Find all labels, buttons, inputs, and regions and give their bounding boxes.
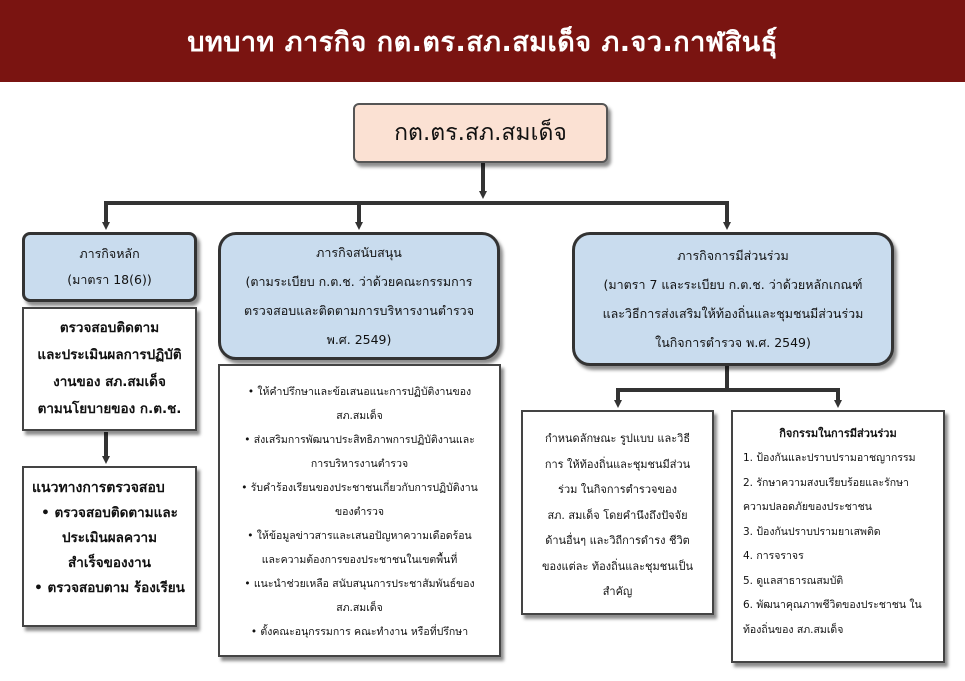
list-item: • ให้ข้อมูลข่าวสารและเสนอปัญหาความเดือดร้อน bbox=[247, 530, 472, 542]
list-item: การ ให้ท้องถิ่นและชุมชนมีส่วน bbox=[544, 457, 691, 471]
list-item: งานของ สภ.สมเด็จ bbox=[53, 374, 166, 390]
list-item: ของแต่ละ ท้องถิ่นและชุมชนเป็น bbox=[542, 559, 693, 573]
participation-activities-box bbox=[731, 410, 945, 663]
list-item: • ส่งเสริมการพัฒนาประสิทธิภาพการปฏิบัติงานและ bbox=[244, 434, 475, 446]
mission-support-list bbox=[218, 364, 501, 657]
guideline-box bbox=[22, 466, 197, 627]
list-item: สภ.สมเด็จ bbox=[336, 602, 383, 614]
mission-support-ref: (ตามระเบียบ ก.ต.ช. ว่าด้วยคณะกรรมการ bbox=[245, 274, 473, 289]
list-item: • ตรวจสอบติดตามและ bbox=[41, 505, 178, 521]
list-item: ร่วม ในกิจการตำรวจของ bbox=[558, 483, 677, 496]
mission-main-detail-box bbox=[22, 307, 197, 431]
list-item: และประเมินผลการปฏิบัติ bbox=[37, 347, 182, 363]
guideline-heading: แนวทางการตรวจสอบ bbox=[32, 480, 165, 496]
root-label: กต.ตร.สภ.สมเด็จ bbox=[394, 120, 567, 146]
list-item: 3. ป้องกันปราบปรามยาเสพติด bbox=[743, 525, 881, 538]
list-item: และความต้องการของประชาชนในเขตพื้นที่ bbox=[261, 554, 458, 566]
list-item: • ตั้งคณะอนุกรรมการ คณะทำงาน หรือที่ปรึกษา bbox=[250, 626, 469, 638]
mission-participation-ref: ในกิจการตำรวจ พ.ศ. 2549) bbox=[655, 335, 811, 350]
list-item: ของตำรวจ bbox=[334, 506, 384, 518]
mission-main-box bbox=[22, 232, 197, 302]
list-item: ตรวจสอบติดตาม bbox=[59, 320, 160, 336]
list-item: ประเมินผลความ bbox=[61, 530, 158, 546]
list-item: • รับคำร้องเรียนของประชาชนเกี่ยวกับการปฏิบัติงาน bbox=[241, 482, 478, 494]
list-item: สำคัญ bbox=[602, 585, 633, 598]
list-item: ท้องถิ่นของ สภ.สมเด็จ bbox=[743, 623, 844, 636]
mission-support-title: ภารกิจสนับสนุน bbox=[316, 245, 402, 260]
mission-participation-ref: (มาตรา 7 และระเบียบ ก.ต.ช. ว่าด้วยหลักเกณฑ์ bbox=[603, 277, 863, 292]
mission-main-section: (มาตรา 18(6)) bbox=[67, 272, 152, 287]
mission-main-title: ภารกิจหลัก bbox=[79, 246, 140, 261]
list-item: กำหนดลักษณะ รูปแบบ และวิธี bbox=[544, 432, 691, 445]
participation-criteria-box bbox=[521, 410, 714, 615]
mission-participation-box bbox=[572, 232, 894, 366]
list-item: ตามนโยบายของ ก.ต.ช. bbox=[37, 401, 182, 417]
page-title: บทบาท ภารกิจ กต.ตร.สภ.สมเด็จ ภ.จว.กาฬสินธุ์ bbox=[187, 26, 778, 58]
list-item: ความปลอดภัยของประชาชน bbox=[743, 501, 872, 513]
mission-participation-title: ภารกิจการมีส่วนร่วม bbox=[677, 248, 789, 263]
list-item: 2. รักษาความสงบเรียบร้อยและรักษา bbox=[743, 476, 909, 489]
activities-heading: กิจกรรมในการมีส่วนร่วม bbox=[779, 427, 897, 440]
mission-support-ref: ตรวจสอบและติดตามการบริหารงานตำรวจ bbox=[243, 303, 475, 318]
list-item: สภ. สมเด็จ โดยคำนึงถึงปัจจัย bbox=[547, 508, 688, 522]
list-item: การบริหารงานตำรวจ bbox=[310, 458, 409, 470]
list-item: • ให้คำปรึกษาและข้อเสนอแนะการปฏิบัติงานของ bbox=[247, 386, 472, 398]
list-item: • ตรวจสอบตาม ร้องเรียน bbox=[34, 580, 185, 596]
list-item: 1. ป้องกันและปราบปรามอาชญากรรม bbox=[743, 452, 916, 464]
mission-support-box bbox=[218, 232, 500, 360]
list-item: • แนะนำช่วยเหลือ สนับสนุนการประชาสัมพันธ์ของ bbox=[244, 578, 475, 590]
list-item: 6. พัฒนาคุณภาพชีวิตของประชาชน ใน bbox=[743, 599, 922, 611]
root-node bbox=[353, 103, 608, 163]
list-item: ด้านอื่นๆ และวิถีการดำรง ชีวิต bbox=[545, 534, 690, 547]
mission-support-ref: พ.ศ. 2549) bbox=[326, 332, 392, 347]
list-item: สภ.สมเด็จ bbox=[336, 410, 383, 422]
list-item: สำเร็จของงาน bbox=[68, 555, 151, 571]
list-item: 5. ดูแลสาธารณสมบัติ bbox=[743, 574, 844, 587]
list-item: 4. การจราจร bbox=[743, 550, 804, 562]
mission-participation-ref: และวิธีการส่งเสริมให้ท้องถิ่นและชุมชนมีส่วนร่วม bbox=[602, 306, 864, 321]
